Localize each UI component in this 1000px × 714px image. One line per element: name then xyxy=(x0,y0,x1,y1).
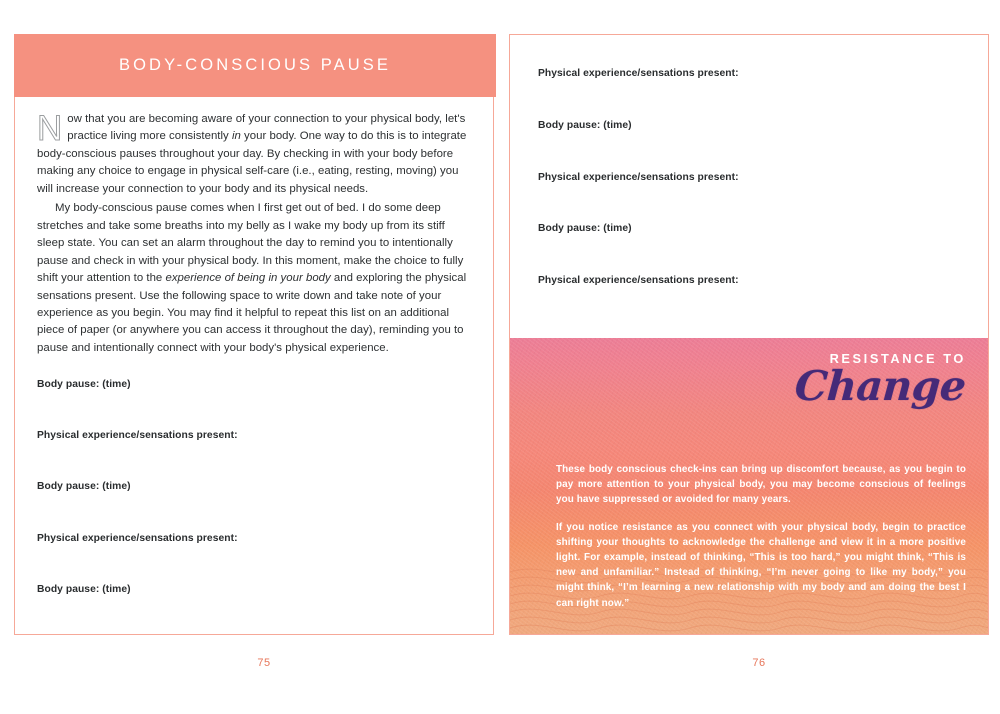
intro-paragraph-italic: in xyxy=(231,130,241,143)
page-title: BODY-CONSCIOUS PAUSE xyxy=(119,56,391,74)
left-page-body xyxy=(37,111,471,357)
resistance-body-text xyxy=(556,462,966,611)
resistance-script-word: Change xyxy=(793,362,968,410)
prompt-sensations-4: Physical experience/sensations present: xyxy=(538,172,739,183)
prompt-sensations-5: Physical experience/sensations present: xyxy=(538,275,739,286)
prompt-sensations-1: Physical experience/sensations present: xyxy=(37,430,238,441)
prompt-body-pause-1: Body pause: (time) xyxy=(37,379,131,390)
resistance-paragraph-2: If you notice resistance as you connect with your physical body, begin to practice shifting your thoughts to acknowledge the challenge and view it in a more positive light. For example, instead of thinking, “This is too hard,” you might think, “This is new and unfamiliar.” Instead of thinking, “I’m never going to like my body,” you might think, “I’m learning a new relationship with my body and am doing the best I can right now.” xyxy=(556,521,966,609)
prompt-body-pause-4: Body pause: (time) xyxy=(538,120,632,131)
intro-paragraph xyxy=(37,111,471,198)
intro-paragraph-part-b: your body. One way to do this is to integrate body-conscious pauses throughout your day. By checking in with your body before making any choice to engage in physical self-care (i.e., eating, resting, moving) you will increase your connection to your body and its physical needs. xyxy=(37,130,467,195)
second-paragraph-italic: experience of being in your body xyxy=(165,272,331,285)
second-paragraph xyxy=(37,200,471,357)
drop-cap-letter: N xyxy=(37,109,63,148)
resistance-to-change-panel xyxy=(510,338,988,634)
right-page xyxy=(509,34,989,635)
page-number-right: 76 xyxy=(752,657,766,669)
prompt-body-pause-2: Body pause: (time) xyxy=(37,481,131,492)
prompt-body-pause-5: Body pause: (time) xyxy=(538,223,632,234)
page-number-left: 75 xyxy=(257,657,271,669)
resistance-heading xyxy=(795,351,966,409)
prompt-sensations-3: Physical experience/sensations present: xyxy=(538,68,739,79)
intro-paragraph-part-a: ow that you are becoming aware of your connection to your physical body, let's practice living more consistently xyxy=(67,113,466,143)
prompt-body-pause-3: Body pause: (time) xyxy=(37,584,131,595)
resistance-kicker-text: RESISTANCE TO xyxy=(829,351,966,366)
second-paragraph-part-a: My body-conscious pause comes when I first get out of bed. I do some deep stretches and take some breaths into my belly as I wake my body up from its stiff sleep state. You can set an alarm throughout the day to remind you to intentionally pause and check in with your physical body. In this moment, make the choice to fully shift your attention to the xyxy=(37,202,464,285)
second-paragraph-part-b: and exploring the physical sensations present. Use the following space to write down and take note of your experience as you begin. You may find it helpful to repeat this list on an additional piece of paper (or anywhere you can access it throughout the day), reminding you to pause and intentionally connect with your body's physical experience. xyxy=(37,272,467,354)
chapter-header-band xyxy=(14,34,496,97)
right-page-prompt-area xyxy=(510,35,988,338)
resistance-paragraph-1: These body conscious check-ins can bring up discomfort because, as you begin to pay more attention to your physical body, you may become conscious of feelings you have suppressed or avoided for many years. xyxy=(556,464,966,506)
left-page xyxy=(14,34,494,635)
prompt-sensations-2: Physical experience/sensations present: xyxy=(37,533,238,544)
